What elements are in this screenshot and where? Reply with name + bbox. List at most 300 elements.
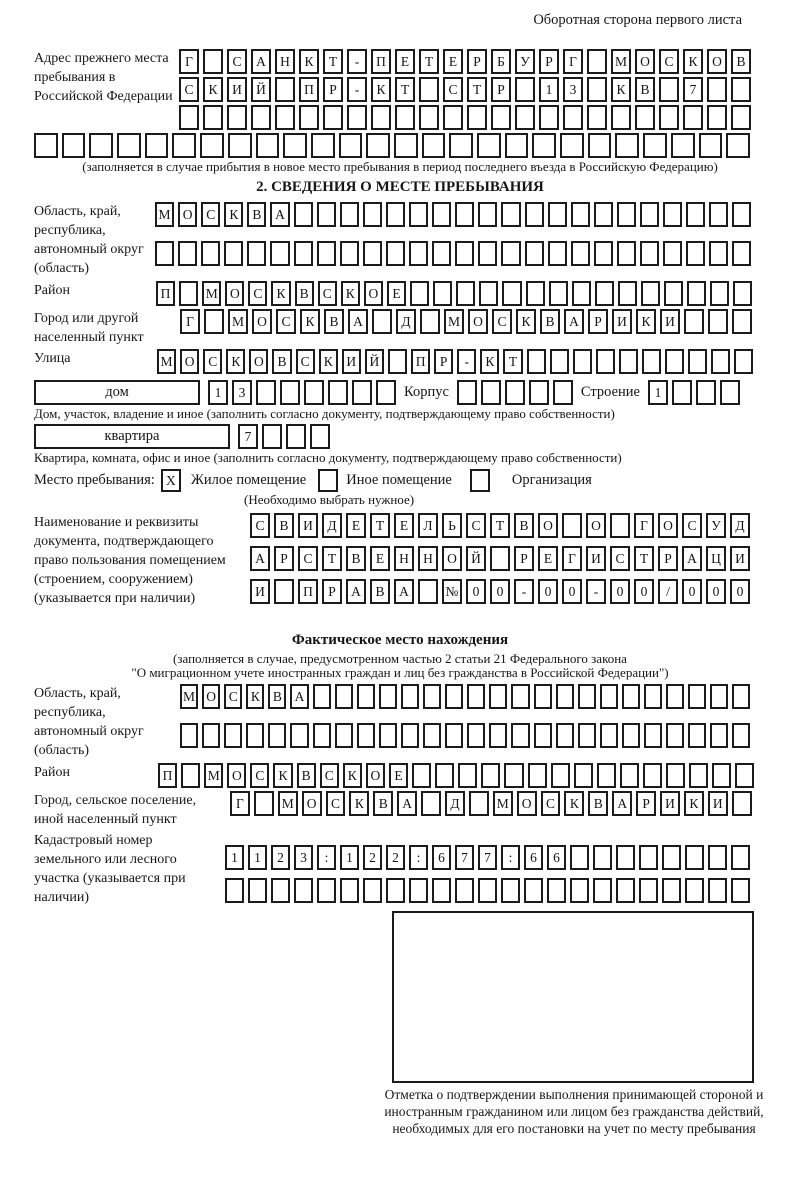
char-box[interactable]: Д (730, 513, 750, 538)
char-box[interactable]: 7 (455, 845, 474, 870)
char-box[interactable]: 0 (730, 579, 750, 604)
char-box[interactable] (423, 684, 441, 709)
char-box[interactable]: К (341, 281, 360, 306)
char-box[interactable] (203, 49, 223, 74)
char-box[interactable]: Р (434, 349, 453, 374)
char-box[interactable] (478, 202, 497, 227)
char-box[interactable]: А (397, 791, 417, 816)
char-box[interactable]: В (346, 546, 366, 571)
char-box[interactable] (256, 380, 276, 405)
char-box[interactable] (227, 105, 247, 130)
char-box[interactable] (388, 349, 407, 374)
char-box[interactable]: О (302, 791, 322, 816)
char-box[interactable]: У (706, 513, 726, 538)
char-box[interactable]: Р (588, 309, 608, 334)
char-box[interactable]: С (250, 763, 269, 788)
char-box[interactable] (409, 878, 428, 903)
char-box[interactable]: К (226, 349, 245, 374)
char-box[interactable] (593, 878, 612, 903)
char-box[interactable] (708, 309, 728, 334)
char-box[interactable]: И (250, 579, 270, 604)
char-box[interactable] (643, 133, 667, 158)
char-box[interactable] (663, 241, 682, 266)
char-box[interactable] (611, 105, 631, 130)
char-box[interactable]: Ь (442, 513, 462, 538)
char-box[interactable]: О (178, 202, 197, 227)
char-box[interactable]: О (202, 684, 220, 709)
char-box[interactable]: С (296, 349, 315, 374)
char-box[interactable] (732, 684, 750, 709)
char-box[interactable]: А (290, 684, 308, 709)
char-box[interactable] (731, 878, 750, 903)
char-box[interactable] (294, 241, 313, 266)
char-box[interactable] (423, 723, 441, 748)
char-box[interactable] (328, 380, 348, 405)
char-box[interactable]: К (611, 77, 631, 102)
char-box[interactable] (313, 723, 331, 748)
char-box[interactable] (685, 878, 704, 903)
char-box[interactable]: К (636, 309, 656, 334)
char-box[interactable] (571, 241, 590, 266)
char-box[interactable] (595, 281, 614, 306)
char-box[interactable]: 1 (340, 845, 359, 870)
char-box[interactable]: 0 (466, 579, 486, 604)
char-box[interactable] (720, 380, 740, 405)
char-box[interactable] (490, 546, 510, 571)
char-box[interactable] (401, 723, 419, 748)
char-box[interactable]: Н (394, 546, 414, 571)
char-box[interactable]: Р (539, 49, 559, 74)
char-box[interactable] (618, 281, 637, 306)
char-box[interactable]: О (252, 309, 272, 334)
char-box[interactable] (635, 105, 655, 130)
char-box[interactable]: К (203, 77, 223, 102)
char-box[interactable] (467, 684, 485, 709)
char-box[interactable]: М (180, 684, 198, 709)
char-box[interactable]: / (658, 579, 678, 604)
char-box[interactable] (445, 684, 463, 709)
char-box[interactable] (422, 133, 446, 158)
char-box[interactable]: М (278, 791, 298, 816)
char-box[interactable]: С (610, 546, 630, 571)
char-box[interactable]: М (157, 349, 176, 374)
char-box[interactable] (731, 845, 750, 870)
char-box[interactable] (180, 723, 198, 748)
char-box[interactable] (572, 281, 591, 306)
char-box[interactable]: О (249, 349, 268, 374)
char-box[interactable] (570, 878, 589, 903)
char-box[interactable] (311, 133, 335, 158)
char-box[interactable]: В (272, 349, 291, 374)
char-box[interactable]: 3 (563, 77, 583, 102)
char-box[interactable] (534, 684, 552, 709)
char-box[interactable]: К (349, 791, 369, 816)
char-box[interactable]: Е (395, 49, 415, 74)
char-box[interactable] (283, 133, 307, 158)
char-box[interactable] (594, 202, 613, 227)
char-box[interactable]: И (612, 309, 632, 334)
char-box[interactable]: Т (323, 49, 343, 74)
char-box[interactable]: 2 (386, 845, 405, 870)
char-box[interactable]: Т (395, 77, 415, 102)
char-box[interactable]: К (273, 763, 292, 788)
char-box[interactable]: В (247, 202, 266, 227)
char-box[interactable]: О (468, 309, 488, 334)
char-box[interactable]: Б (491, 49, 511, 74)
char-box[interactable] (529, 380, 549, 405)
char-box[interactable] (443, 105, 463, 130)
char-box[interactable] (534, 723, 552, 748)
char-box[interactable] (688, 349, 707, 374)
char-box[interactable]: В (295, 281, 314, 306)
char-box[interactable] (708, 845, 727, 870)
char-box[interactable]: У (515, 49, 535, 74)
char-box[interactable] (622, 684, 640, 709)
char-box[interactable] (386, 241, 405, 266)
char-box[interactable] (433, 281, 452, 306)
char-box[interactable] (251, 105, 271, 130)
char-box[interactable]: Й (251, 77, 271, 102)
char-box[interactable] (686, 241, 705, 266)
char-box[interactable] (418, 579, 438, 604)
char-box[interactable] (735, 763, 754, 788)
char-box[interactable] (254, 791, 274, 816)
char-box[interactable]: : (409, 845, 428, 870)
char-box[interactable] (560, 133, 584, 158)
char-box[interactable]: Г (179, 49, 199, 74)
char-box[interactable]: Г (180, 309, 200, 334)
char-box[interactable]: А (564, 309, 584, 334)
char-box[interactable]: К (684, 791, 704, 816)
char-box[interactable]: В (324, 309, 344, 334)
char-box[interactable]: В (540, 309, 560, 334)
char-box[interactable] (317, 241, 336, 266)
char-box[interactable]: П (156, 281, 175, 306)
char-box[interactable]: С (250, 513, 270, 538)
char-box[interactable] (262, 424, 282, 449)
char-box[interactable]: К (319, 349, 338, 374)
char-box[interactable] (666, 723, 684, 748)
char-box[interactable]: № (442, 579, 462, 604)
char-box[interactable]: К (299, 49, 319, 74)
char-box[interactable]: Т (503, 349, 522, 374)
char-box[interactable] (732, 309, 752, 334)
char-box[interactable]: К (371, 77, 391, 102)
char-box[interactable] (270, 241, 289, 266)
char-box[interactable] (708, 878, 727, 903)
char-box[interactable] (178, 241, 197, 266)
char-box[interactable] (688, 723, 706, 748)
char-box[interactable]: 1 (208, 380, 228, 405)
char-box[interactable]: В (297, 763, 316, 788)
char-box[interactable] (707, 77, 727, 102)
char-box[interactable] (689, 763, 708, 788)
char-box[interactable]: П (298, 579, 318, 604)
char-box[interactable] (179, 281, 198, 306)
char-box[interactable] (247, 241, 266, 266)
char-box[interactable] (732, 791, 752, 816)
char-box[interactable] (596, 349, 615, 374)
char-box[interactable] (409, 241, 428, 266)
char-box[interactable] (432, 202, 451, 227)
char-box[interactable]: Г (230, 791, 250, 816)
char-box[interactable] (501, 202, 520, 227)
char-box[interactable]: А (251, 49, 271, 74)
char-box[interactable]: О (227, 763, 246, 788)
char-box[interactable] (707, 105, 727, 130)
char-box[interactable]: 0 (562, 579, 582, 604)
char-box[interactable]: С (276, 309, 296, 334)
char-box[interactable]: Р (467, 49, 487, 74)
char-box[interactable] (317, 878, 336, 903)
char-box[interactable]: 3 (294, 845, 313, 870)
char-box[interactable] (732, 202, 751, 227)
char-box[interactable] (711, 349, 730, 374)
char-box[interactable]: Г (562, 546, 582, 571)
char-box[interactable]: Н (418, 546, 438, 571)
char-box[interactable] (615, 133, 639, 158)
char-box[interactable]: О (180, 349, 199, 374)
char-box[interactable]: К (564, 791, 584, 816)
char-box[interactable]: Р (514, 546, 534, 571)
char-box[interactable]: С (248, 281, 267, 306)
char-box[interactable]: В (268, 684, 286, 709)
char-box[interactable] (145, 133, 169, 158)
char-box[interactable] (539, 105, 559, 130)
char-box[interactable] (386, 202, 405, 227)
char-box[interactable]: К (246, 684, 264, 709)
char-box[interactable] (570, 845, 589, 870)
char-box[interactable]: С (326, 791, 346, 816)
char-box[interactable] (663, 202, 682, 227)
char-box[interactable] (481, 380, 501, 405)
char-box[interactable] (179, 105, 199, 130)
char-box[interactable]: С (443, 77, 463, 102)
char-box[interactable] (478, 878, 497, 903)
char-box[interactable]: Т (467, 77, 487, 102)
char-box[interactable]: 0 (706, 579, 726, 604)
char-box[interactable]: Р (491, 77, 511, 102)
char-box[interactable] (477, 133, 501, 158)
char-box[interactable]: Й (365, 349, 384, 374)
char-box[interactable] (553, 380, 573, 405)
char-box[interactable] (352, 380, 372, 405)
char-box[interactable]: О (517, 791, 537, 816)
char-box[interactable] (733, 281, 752, 306)
char-box[interactable] (410, 281, 429, 306)
char-box[interactable]: А (270, 202, 289, 227)
char-box[interactable] (467, 723, 485, 748)
char-box[interactable] (401, 684, 419, 709)
char-box[interactable] (548, 241, 567, 266)
char-box[interactable] (726, 133, 750, 158)
char-box[interactable] (489, 684, 507, 709)
char-box[interactable] (665, 349, 684, 374)
char-box[interactable]: И (342, 349, 361, 374)
char-box[interactable] (335, 684, 353, 709)
char-box[interactable]: Е (387, 281, 406, 306)
char-box[interactable] (286, 424, 306, 449)
char-box[interactable] (379, 684, 397, 709)
char-box[interactable] (455, 202, 474, 227)
char-box[interactable]: Р (658, 546, 678, 571)
char-box[interactable] (616, 845, 635, 870)
char-box[interactable] (524, 878, 543, 903)
char-box[interactable]: 3 (232, 380, 252, 405)
char-box[interactable]: Т (490, 513, 510, 538)
char-box[interactable] (617, 202, 636, 227)
char-box[interactable] (394, 133, 418, 158)
char-box[interactable] (511, 684, 529, 709)
char-box[interactable] (550, 349, 569, 374)
char-box[interactable]: 6 (524, 845, 543, 870)
char-box[interactable] (181, 763, 200, 788)
char-box[interactable] (684, 309, 704, 334)
char-box[interactable] (363, 241, 382, 266)
char-box[interactable] (525, 202, 544, 227)
char-box[interactable] (734, 349, 753, 374)
char-box[interactable] (445, 723, 463, 748)
char-box[interactable] (527, 349, 546, 374)
char-box[interactable]: - (347, 49, 367, 74)
char-box[interactable] (310, 424, 330, 449)
stay-type-checkbox-other[interactable] (318, 469, 338, 492)
char-box[interactable]: Р (274, 546, 294, 571)
char-box[interactable]: Т (370, 513, 390, 538)
char-box[interactable] (203, 105, 223, 130)
char-box[interactable]: Т (322, 546, 342, 571)
char-box[interactable] (313, 684, 331, 709)
char-box[interactable] (562, 513, 582, 538)
char-box[interactable] (593, 845, 612, 870)
char-box[interactable] (200, 133, 224, 158)
char-box[interactable] (662, 845, 681, 870)
char-box[interactable]: В (373, 791, 393, 816)
char-box[interactable] (299, 105, 319, 130)
char-box[interactable] (271, 878, 290, 903)
char-box[interactable] (467, 105, 487, 130)
char-box[interactable] (685, 845, 704, 870)
char-box[interactable] (228, 133, 252, 158)
char-box[interactable]: Т (634, 546, 654, 571)
char-box[interactable] (256, 133, 280, 158)
char-box[interactable] (317, 202, 336, 227)
char-box[interactable] (449, 133, 473, 158)
char-box[interactable] (699, 133, 723, 158)
char-box[interactable]: Л (418, 513, 438, 538)
stay-type-checkbox-residential[interactable]: X (161, 469, 181, 492)
char-box[interactable] (640, 202, 659, 227)
char-box[interactable]: Д (322, 513, 342, 538)
char-box[interactable]: С (203, 349, 222, 374)
char-box[interactable]: И (730, 546, 750, 571)
char-box[interactable]: В (731, 49, 751, 74)
char-box[interactable] (419, 105, 439, 130)
char-box[interactable] (620, 763, 639, 788)
char-box[interactable] (304, 380, 324, 405)
char-box[interactable]: С (227, 49, 247, 74)
char-box[interactable]: Р (636, 791, 656, 816)
char-box[interactable] (587, 105, 607, 130)
char-box[interactable]: 2 (363, 845, 382, 870)
char-box[interactable] (340, 241, 359, 266)
char-box[interactable]: А (348, 309, 368, 334)
char-box[interactable] (548, 202, 567, 227)
char-box[interactable] (573, 349, 592, 374)
char-box[interactable]: К (271, 281, 290, 306)
char-box[interactable] (335, 723, 353, 748)
char-box[interactable] (340, 202, 359, 227)
char-box[interactable] (587, 77, 607, 102)
char-box[interactable] (89, 133, 113, 158)
char-box[interactable] (479, 281, 498, 306)
char-box[interactable]: Р (322, 579, 342, 604)
char-box[interactable] (172, 133, 196, 158)
char-box[interactable] (366, 133, 390, 158)
char-box[interactable] (622, 723, 640, 748)
char-box[interactable] (268, 723, 286, 748)
char-box[interactable]: С (298, 546, 318, 571)
char-box[interactable] (659, 77, 679, 102)
char-box[interactable]: П (299, 77, 319, 102)
char-box[interactable]: О (658, 513, 678, 538)
char-box[interactable] (532, 133, 556, 158)
char-box[interactable] (710, 723, 728, 748)
char-box[interactable]: М (202, 281, 221, 306)
char-box[interactable]: Е (443, 49, 463, 74)
char-box[interactable]: Е (538, 546, 558, 571)
char-box[interactable]: М (444, 309, 464, 334)
char-box[interactable]: А (346, 579, 366, 604)
char-box[interactable]: С (318, 281, 337, 306)
char-box[interactable] (202, 723, 220, 748)
char-box[interactable] (481, 763, 500, 788)
char-box[interactable]: О (366, 763, 385, 788)
char-box[interactable]: В (588, 791, 608, 816)
char-box[interactable] (688, 684, 706, 709)
char-box[interactable] (379, 723, 397, 748)
char-box[interactable]: Д (396, 309, 416, 334)
char-box[interactable] (712, 763, 731, 788)
char-box[interactable] (456, 281, 475, 306)
char-box[interactable]: П (411, 349, 430, 374)
char-box[interactable]: М (204, 763, 223, 788)
char-box[interactable]: Н (275, 49, 295, 74)
char-box[interactable]: Т (419, 49, 439, 74)
char-box[interactable] (458, 763, 477, 788)
char-box[interactable]: И (298, 513, 318, 538)
char-box[interactable]: 1 (539, 77, 559, 102)
char-box[interactable] (528, 763, 547, 788)
char-box[interactable]: Д (445, 791, 465, 816)
char-box[interactable]: К (683, 49, 703, 74)
char-box[interactable]: 6 (432, 845, 451, 870)
char-box[interactable]: 0 (634, 579, 654, 604)
char-box[interactable] (710, 684, 728, 709)
char-box[interactable] (731, 105, 751, 130)
char-box[interactable]: С (320, 763, 339, 788)
char-box[interactable] (275, 77, 295, 102)
char-box[interactable] (246, 723, 264, 748)
char-box[interactable]: 7 (238, 424, 258, 449)
char-box[interactable]: - (514, 579, 534, 604)
char-box[interactable] (551, 763, 570, 788)
char-box[interactable] (62, 133, 86, 158)
char-box[interactable] (201, 241, 220, 266)
char-box[interactable] (666, 684, 684, 709)
char-box[interactable]: О (538, 513, 558, 538)
char-box[interactable]: Ц (706, 546, 726, 571)
